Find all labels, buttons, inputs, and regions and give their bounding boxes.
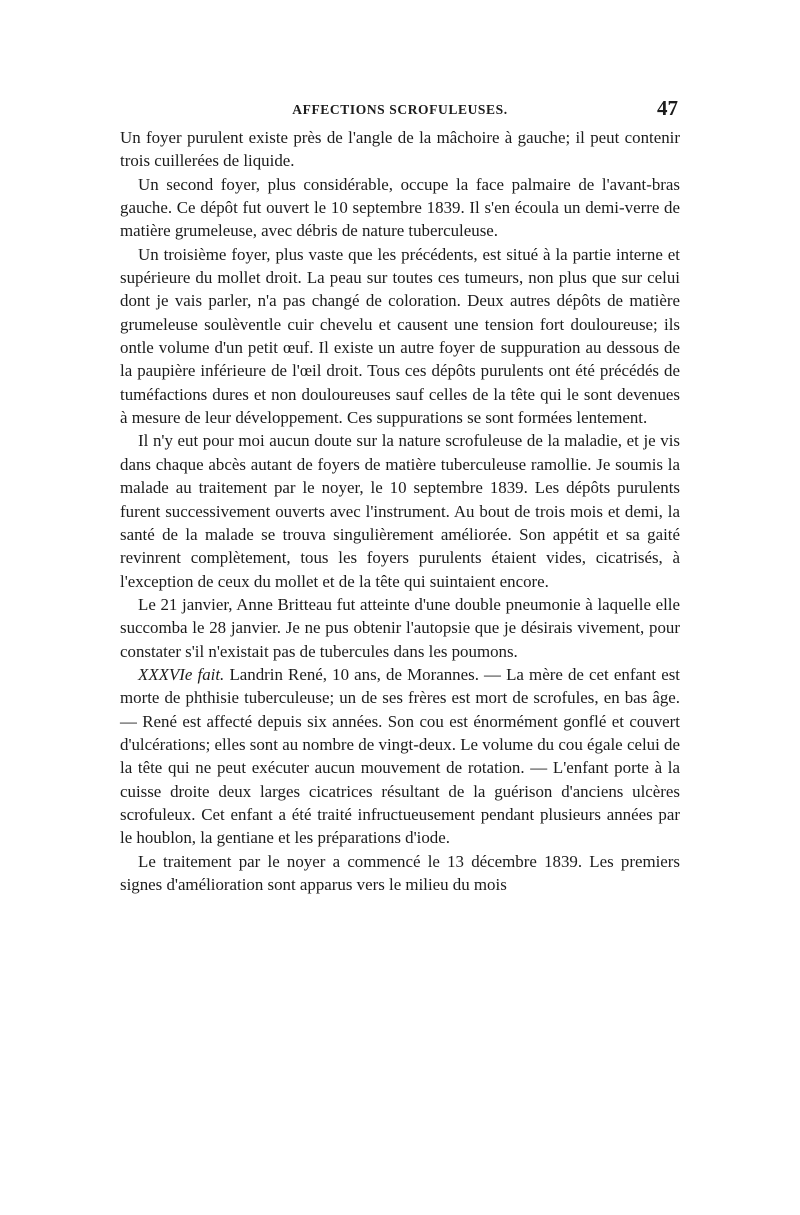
- running-header: [120, 96, 680, 126]
- paragraph: Il n'y eut pour moi aucun doute sur la nature scrofuleuse de la maladie, et je vis dans chaque abcès autant de foyers de matière tuberculeuse ramollie. Je soumis la malade au traitement par le noyer, le 10 septembre 1839. Les dépôts purulents furent successivement ouverts avec l'instrument. Au bout de trois mois et demi, la santé de la malade se trouva singulièrement améliorée. Son appétit et sa gaité revinrent complètement, tous les foyers purulents étaient vides, cicatrisés, à l'exception de ceux du mollet et de la tête qui suintaient encore.: [120, 431, 680, 591]
- running-title: AFFECTIONS SCROFULEUSES.: [292, 102, 508, 117]
- paragraph: Un second foyer, plus considérable, occupe la face palmaire de l'avant-bras gauche. Ce dépôt fut ouvert le 10 septembre 1839. Il s'en écoula un demi-verre de matière grumeleuse, avec débris de nature tuberculeuse.: [120, 174, 680, 241]
- page-number: 47: [657, 96, 678, 120]
- book-page: [120, 96, 680, 896]
- paragraph: Un troisième foyer, plus vaste que les précédents, est situé à la partie interne et supérieure du mollet droit. La peau sur toutes ces tumeurs, non plus que sur celui dont je vais parler, n'a pas changé de coloration. Deux autres dépôts de matière grumeleuse soulèventle cuir chevelu et causent une tension fort douloureuse; ils ontle volume d'un petit œuf. Il existe un autre foyer de suppuration au dessous de la paupière inférieure de l'œil droit. Tous ces dépôts purulents ont été précédés de tuméfactions dures et non douloureuses sauf celles de la tête qui le sont devenues à mesure de leur développement. Ces suppurations se sont formées lentement.: [120, 244, 680, 428]
- body-text: [120, 126, 680, 896]
- paragraph: Le traitement par le noyer a commencé le 13 décembre 1839. Les premiers signes d'amélioration sont apparus vers le milieu du mois: [120, 851, 680, 894]
- case-label: XXXVIe fait.: [138, 664, 225, 684]
- case-text: Landrin René, 10 ans, de Morannes. — La mère de cet enfant est morte de phthisie tuberculeuse; un de ses frères est mort de scrofules, en bas âge. — René est affecté depuis six années. Son cou est énormément gonflé et couvert d'ulcérations; elles sont au nombre de vingt-deux. Le volume du cou égale celui de la tête qui ne peut exécuter aucun mouvement de rotation. — L'enfant porte à la cuisse droite deux larges cicatrices résultant de la guérison d'anciens ulcères scrofuleux. Cet enfant a été traité infructueusement pendant plusieurs années par le houblon, la gentiane et les préparations d'iode.: [120, 664, 680, 848]
- paragraph: Un foyer purulent existe près de l'angle de la mâchoire à gauche; il peut contenir trois cuillerées de liquide.: [120, 128, 680, 171]
- paragraph: Le 21 janvier, Anne Britteau fut atteinte d'une double pneumonie à laquelle elle succomba le 28 janvier. Je ne pus obtenir l'autopsie que je désirais vivement, pour constater s'il n'existait pas de tubercules dans les poumons.: [120, 594, 680, 661]
- case-paragraph: [120, 663, 680, 850]
